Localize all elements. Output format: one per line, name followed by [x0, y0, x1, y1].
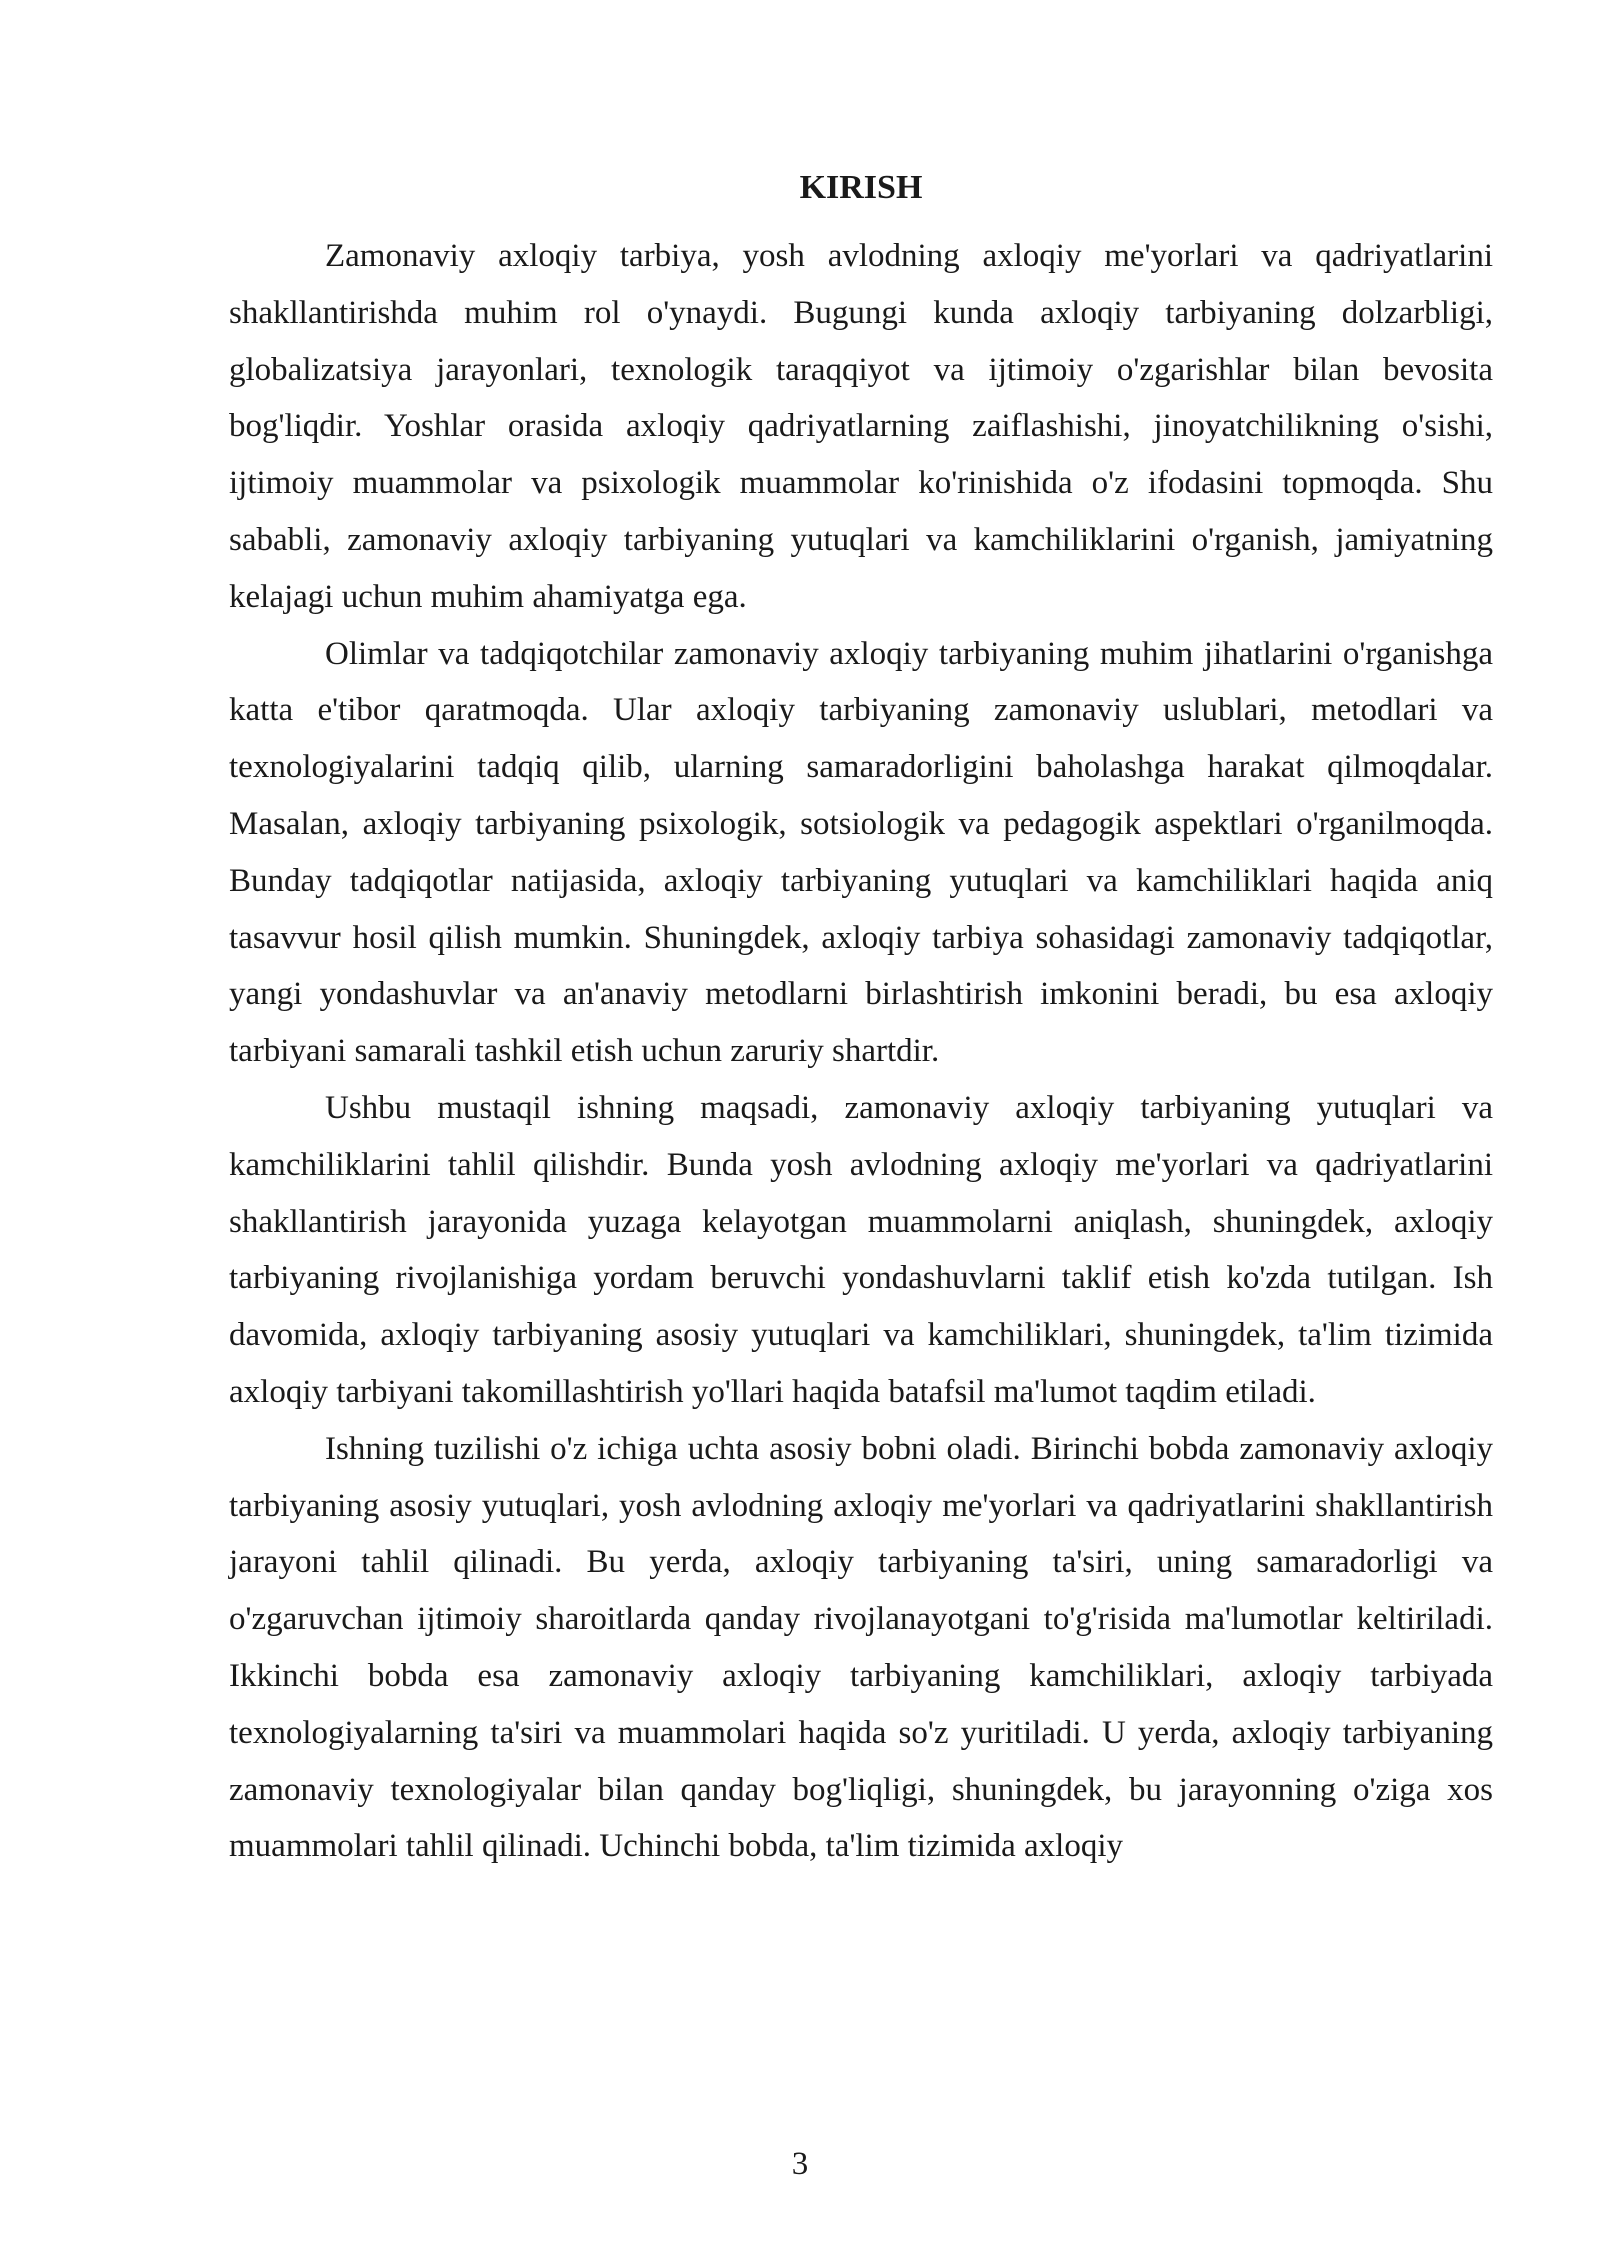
- paragraph-3: Ushbu mustaqil ishning maqsadi, zamonaviy axloqiy tarbiyaning yutuqlari va kamchiliklarini tahlil qilishdir. Bunda yosh avlodning axloqiy me'yorlari va qadriyatlarini shakllantirish jarayonida yuzaga kelayotgan muammolarni aniqlash, shuningdek, axloqiy tarbiyaning rivojlanishiga yordam beruvchi yondashuvlarni taklif etish ko'zda tutilgan. Ish davomida, axloqiy tarbiyaning asosiy yutuqlari va kamchiliklari, shuningdek, ta'lim tizimida axloqiy tarbiyani takomillashtirish yo'llari haqida batafsil ma'lumot taqdim etiladi.: [229, 1089, 1493, 1410]
- document-page: [229, 160, 1493, 1875]
- paragraph-2: Olimlar va tadqiqotchilar zamonaviy axloqiy tarbiyaning muhim jihatlarini o'rganishga katta e'tibor qaratmoqda. Ular axloqiy tarbiyaning zamonaviy uslublari, metodlari va texnologiyalarini tadqiq qilib, ularning samaradorligini baholashga harakat qilmoqdalar. Masalan, axloqiy tarbiyaning psixologik, sotsiologik va pedagogik aspektlari o'rganilmoqda. Bunday tadqiqotlar natijasida, axloqiy tarbiyaning yutuqlari va kamchiliklari haqida aniq tasavvur hosil qilish mumkin. Shuningdek, axloqiy tarbiya sohasidagi zamonaviy tadqiqotlar, yangi yondashuvlar va an'anaviy metodlarni birlashtirish imkonini beradi, bu esa axloqiy tarbiyani samarali tashkil etish uchun zaruriy shartdir.: [229, 635, 1493, 1070]
- paragraph-4: Ishning tuzilishi o'z ichiga uchta asosiy bobni oladi. Birinchi bobda zamonaviy axloqiy tarbiyaning asosiy yutuqlari, yosh avlodning axloqiy me'yorlari va qadriyatlarini shakllantirish jarayoni tahlil qilinadi. Bu yerda, axloqiy tarbiyaning ta'siri, uning samaradorligi va o'zgaruvchan ijtimoiy sharoitlarda qanday rivojlanayotgani to'g'risida ma'lumotlar keltiriladi. Ikkinchi bobda esa zamonaviy axloqiy tarbiyaning kamchiliklari, axloqiy tarbiyada texnologiyalarning ta'siri va muammolari haqida so'z yuritiladi. U yerda, axloqiy tarbiyaning zamonaviy texnologiyalar bilan qanday bog'liqligi, shuningdek, bu jarayonning o'ziga xos muammolari tahlil qilinadi. Uchinchi bobda, ta'lim tizimida axloqiy: [229, 1430, 1493, 1865]
- page-number: 3: [791, 2146, 809, 2182]
- paragraph-1: Zamonaviy axloqiy tarbiya, yosh avlodning axloqiy me'yorlari va qadriyatlarini shakllantirishda muhim rol o'ynaydi. Bugungi kunda axloqiy tarbiyaning dolzarbligi, globalizatsiya jarayonlari, texnologik taraqqiyot va ijtimoiy o'zgarishlar bilan bevosita bog'liqdir. Yoshlar orasida axloqiy qadriyatlarning zaiflashishi, jinoyatchilikning o'sishi, ijtimoiy muammolar va psixologik muammolar ko'rinishida o'z ifodasini topmoqda. Shu sababli, zamonaviy axloqiy tarbiyaning yutuqlari va kamchiliklarini o'rganish, jamiyatning kelajagi uchun muhim ahamiyatga ega.: [229, 238, 1493, 615]
- section-title: KIRISH: [799, 169, 923, 206]
